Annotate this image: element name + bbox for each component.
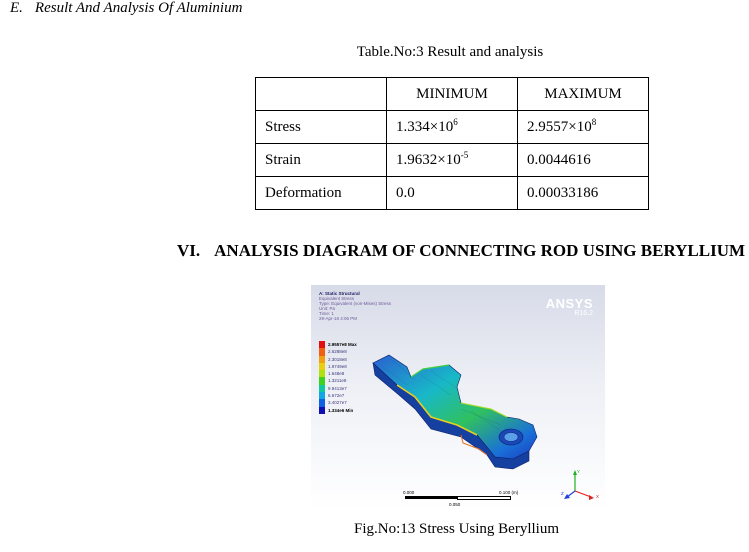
min-base: 1.9632×10 (396, 151, 461, 168)
analysis-title: A: Static Structural (319, 291, 360, 296)
ansys-stress-figure (311, 285, 605, 510)
legend-label: 6.672e7 (328, 393, 345, 399)
section-number: E. (10, 0, 23, 16)
axis-y-label: Y (577, 469, 581, 474)
min-exponent: -5 (460, 149, 469, 160)
legend-label: 2.3018e8 (328, 356, 347, 362)
version-label: R16.2 (574, 310, 593, 317)
min-value (387, 177, 518, 210)
max-value (518, 111, 649, 144)
header-line: Time: 1 (319, 311, 334, 316)
max-value (518, 177, 649, 210)
header-cell-blank (256, 78, 387, 111)
axis-z-label: Z (561, 491, 564, 496)
figure-caption: Fig.No:13 Stress Using Beryllium (353, 521, 559, 537)
table-caption: Table.No:3 Result and analysis (356, 44, 544, 60)
legend-label: 1.334e6 Min (328, 407, 354, 413)
axis-x-label: X (596, 494, 600, 499)
max-base: 2.9557×10 (527, 118, 592, 135)
header-cell-maximum: MAXIMUM (518, 78, 649, 111)
table-row (256, 111, 649, 144)
scale-right-label: 0.100 (m) (499, 490, 519, 495)
legend-label: 2.9557e8 Max (328, 342, 357, 347)
legend-label: 1.9749e8 (328, 363, 347, 369)
section-number: VI. (177, 241, 201, 260)
header-cell-minimum: MINIMUM (387, 78, 518, 111)
table-row (256, 144, 649, 177)
header-line: Type: Equivalent (von-Mises) Stress (319, 301, 392, 306)
axis-triad-icon (561, 467, 601, 503)
table-row (256, 177, 649, 210)
section-e-heading (10, 0, 242, 17)
min-exponent: 6 (453, 116, 458, 127)
section-vi-heading (177, 241, 745, 261)
row-label: Stress (256, 111, 387, 144)
legend-label: 1.3211e8 (328, 378, 347, 384)
legend-label: 1.648e8 (328, 371, 345, 377)
min-value (387, 111, 518, 144)
min-base: 1.334×10 (396, 118, 454, 135)
legend-label: 2.6288e8 (328, 349, 347, 355)
section-title: ANALYSIS DIAGRAM OF CONNECTING ROD USING BERYLLIUM (214, 241, 746, 260)
header-line: Unit: Pa (319, 306, 336, 311)
section-title: Result And Analysis Of Aluminium (34, 0, 243, 16)
max-base: 0.0044616 (527, 151, 591, 168)
brand-name: ANSYS (545, 296, 593, 311)
row-label: Deformation (256, 177, 387, 210)
header-line: Equivalent Stress (319, 296, 355, 301)
min-base: 0.0 (396, 184, 415, 201)
min-value (387, 144, 518, 177)
table-header-row (256, 78, 649, 111)
scale-bar-white (457, 496, 511, 500)
max-base: 0.00033186 (527, 184, 599, 201)
max-exponent: 8 (591, 116, 597, 127)
header-line: 29-Apr-18 4:06 PM (319, 316, 358, 321)
result-table (255, 77, 649, 210)
scale-mid-label: 0.050 (449, 502, 461, 507)
scale-bar-black (405, 496, 457, 499)
max-value (518, 144, 649, 177)
rod-body (373, 355, 537, 469)
legend-label: 3.4027e7 (328, 400, 347, 406)
scale-left-label: 0.000 (403, 490, 415, 495)
row-label: Strain (256, 144, 387, 177)
legend-label: 9.9413e7 (328, 385, 347, 391)
